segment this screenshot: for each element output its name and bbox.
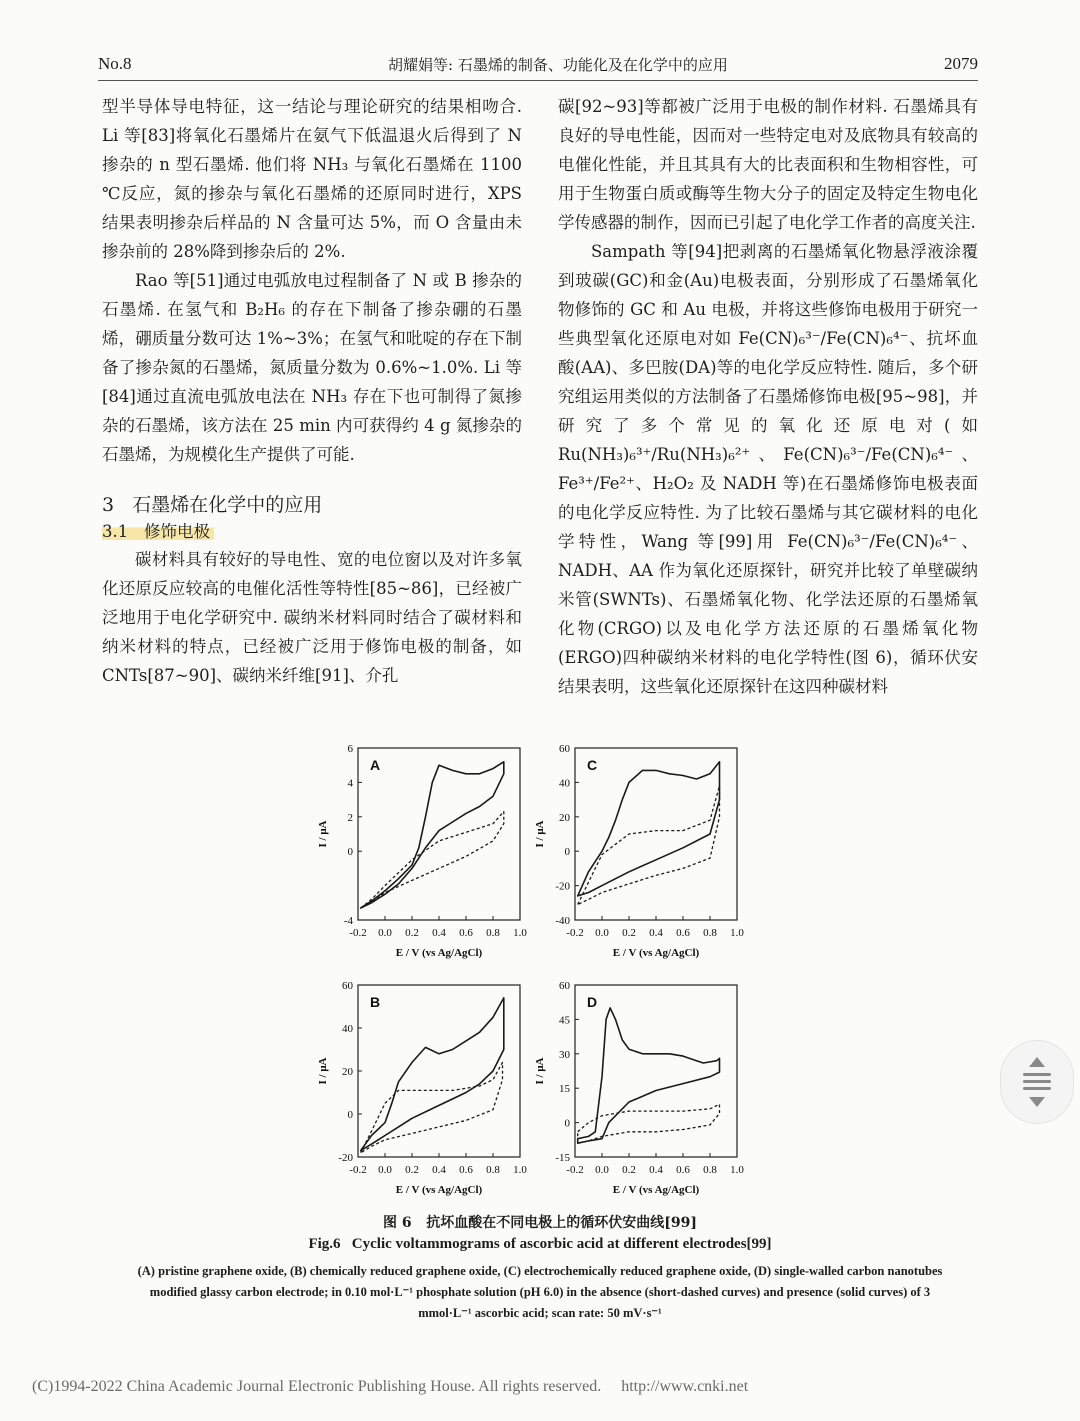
panel-d-xtick-label: 1.0 bbox=[730, 1164, 744, 1176]
panel-a-ylabel: I / μA bbox=[317, 820, 329, 848]
panel-d-xtick-label: 0.8 bbox=[703, 1164, 717, 1176]
panel-c-ytick-label: 40 bbox=[559, 777, 570, 790]
panel-a-xtick-label: 0.8 bbox=[486, 927, 500, 939]
panel-a-xtick-label: 1.0 bbox=[513, 927, 527, 939]
panel-d-ytick-label: 0 bbox=[564, 1117, 570, 1130]
panel-c-xlabel: E / V (vs Ag/AgCl) bbox=[612, 947, 700, 959]
page-header bbox=[98, 52, 978, 80]
panel-b-solid-curve bbox=[361, 998, 504, 1151]
panel-b-ytick-label: 40 bbox=[342, 1023, 353, 1035]
panel-b-xtick-label: 0.0 bbox=[378, 1164, 392, 1176]
panel-b-xtick-label: 0.6 bbox=[459, 1164, 473, 1176]
panel-c-xtick-label: -0.2 bbox=[566, 927, 584, 939]
header-rule bbox=[98, 80, 978, 81]
left-paragraph-3: 碳材料具有较好的导电性、宽的电位窗以及对许多氧化还原反应较高的电催化活性等特性[85~86]，已经被广泛地用于电化学研究中. 碳纳米材料同时结合了碳材料和纳米材料的特点，已经被广泛用于修饰电极的制备，如 CNTs[87~90]、碳纳米纤维[91]、介孔 bbox=[102, 550, 522, 685]
left-paragraph-1: 型半导体导电特征，这一结论与理论研究的结果相吻合. Li 等[83]将氧化石墨烯片在氨气下低温退火后得到了 N 掺杂的 n 型石墨烯. 他们将 NH₃ 与氧化石墨烯在 1100 ℃反应，氮的掺杂与氧化石墨烯的还原同时进行，XPS 结果表明掺杂后样品的 N 含量可达 5%，而 O 含量由未掺杂前的 28%降到掺杂后的 2%. bbox=[102, 97, 522, 261]
panel-b-ytick-label: -20 bbox=[338, 1152, 353, 1164]
panel-d-xlabel: E / V (vs Ag/AgCl) bbox=[612, 1184, 700, 1196]
panel-b-xtick-label: 1.0 bbox=[513, 1164, 527, 1176]
cv-figure-svg bbox=[300, 740, 800, 1210]
panel-c-xtick-label: 0.6 bbox=[676, 927, 690, 939]
running-title: 胡耀娟等: 石墨烯的制备、功能化及在化学中的应用 bbox=[388, 56, 728, 74]
panel-d-label: D bbox=[587, 994, 598, 1010]
panel-b-xlabel: E / V (vs Ag/AgCl) bbox=[395, 1184, 483, 1196]
panel-a-ytick-label: 4 bbox=[347, 777, 353, 790]
page-number: 2079 bbox=[944, 54, 978, 73]
panel-b-xtick-label: 0.8 bbox=[486, 1164, 500, 1176]
panel-a-ytick-label: -4 bbox=[343, 915, 353, 927]
panel-a-xtick-label: -0.2 bbox=[349, 927, 367, 939]
section-title: 3 石墨烯在化学中的应用 bbox=[102, 494, 323, 516]
panel-a-xlabel: E / V (vs Ag/AgCl) bbox=[395, 947, 483, 959]
panel-c-xtick-label: 0.0 bbox=[595, 927, 609, 939]
panel-a-xtick-label: 0.4 bbox=[432, 927, 446, 939]
panel-c-ylabel: I / μA bbox=[534, 820, 546, 848]
panel-b-frame bbox=[358, 985, 520, 1157]
panel-c-ytick-label: 20 bbox=[559, 811, 570, 824]
panel-b-ytick-label: 0 bbox=[347, 1109, 353, 1121]
panel-d-ytick-label: -15 bbox=[555, 1152, 570, 1164]
copyright-footer: (C)1994-2022 China Academic Journal Electronic Publishing House. All rights reserved. http://www.cnki.net bbox=[32, 1378, 749, 1395]
panel-a-label: A bbox=[370, 757, 381, 773]
right-paragraph-1: 碳[92~93]等都被广泛用于电极的制作材料. 石墨烯具有良好的导电性能，因而对一些特定电对及底物具有较高的电催化性能，并且其具有大的比表面积和生物相容性，可用于生物蛋白质或酶等生物大分子的固定及特定生物电化学传感器的制作，因而已引起了电化学工作者的高度关注. bbox=[558, 97, 978, 232]
panel-d-xtick-label: 0.6 bbox=[676, 1164, 690, 1176]
panel-d-solid-curve bbox=[578, 1008, 720, 1143]
figure-caption-en: Fig.6 Cyclic voltammograms of ascorbic acid at different electrodes[99] bbox=[308, 1236, 772, 1252]
issue-number: No.8 bbox=[98, 54, 132, 73]
panel-c-ytick-label: -40 bbox=[555, 915, 570, 927]
panel-d-xtick-label: -0.2 bbox=[566, 1164, 584, 1176]
panel-b-xtick-label: -0.2 bbox=[349, 1164, 367, 1176]
subsection-title bbox=[102, 519, 522, 545]
panel-a-ytick-label: 6 bbox=[347, 743, 353, 755]
panel-c-xtick-label: 1.0 bbox=[730, 927, 744, 939]
panel-b-label: B bbox=[370, 994, 381, 1010]
panel-d-dashed-curve bbox=[578, 1104, 720, 1143]
panel-b-xtick-label: 0.4 bbox=[432, 1164, 446, 1176]
panel-c-ytick-label: 60 bbox=[559, 743, 570, 755]
right-paragraph-2: Sampath 等[94]把剥离的石墨烯氧化物悬浮液涂覆到玻碳(GC)和金(Au)电极表面，分别形成了石墨烯氧化物修饰的 GC 和 Au 电极，并将这些修饰电极用于研究一些典型氧化还原电对如 Fe(CN)₆³⁻/Fe(CN)₆⁴⁻、抗坏血酸(AA)、多巴胺(DA)等的电化学反应特性. 随后，多个研究组运用类似的方法制备了石墨烯修饰电极[95~98]，并研究了多个常见的氧化还原电对(如 Ru(NH₃)₆³⁺/Ru(NH₃)₆²⁺、Fe(CN)₆³⁻/Fe(CN)₆⁴⁻、Fe³⁺/Fe²⁺、H₂O₂ 及 NADH 等)在石墨烯修饰电极表面的电化学反应特性. 为了比较石墨烯与其它碳材料的电化学特性，Wang 等[99]用 Fe(CN)₆³⁻/Fe(CN)₆⁴⁻、NADH、AA 作为氧化还原探针，研究并比较了单壁碳纳米管(SWNTs)、石墨烯氧化物、化学法还原的石墨烯氧化物(CRGO)以及电化学方法还原的石墨烯氧化物(ERGO)四种碳纳米材料的电化学特性(图 6)，循环伏安结果表明，这些氧化还原探针在这四种碳材料 bbox=[558, 242, 978, 696]
panel-d-xtick-label: 0.0 bbox=[595, 1164, 609, 1176]
panel-d-ytick-label: 60 bbox=[559, 980, 570, 992]
panel-a-xtick-label: 0.6 bbox=[459, 927, 473, 939]
panel-b-xtick-label: 0.2 bbox=[405, 1164, 419, 1176]
left-column bbox=[102, 92, 522, 690]
figure-caption-note: (A) pristine graphene oxide, (B) chemically reduced graphene oxide, (C) electrochemically reduced graphene oxide, (D) single-walled carbon nanotubes modified glassy carbon electrode; in 0.10 mol·L⁻¹ phosphate solution (pH 6.0) in the absence (short-dashed curves) and presence (solid curves) of 3 mmol·L⁻¹ ascorbic acid; scan rate: 50 mV·s⁻¹ bbox=[137, 1264, 943, 1320]
subsection-title-text: 3.1 修饰电极 bbox=[102, 522, 214, 541]
left-paragraph-2: Rao 等[51]通过电弧放电过程制备了 N 或 B 掺杂的石墨烯. 在氢气和 B₂H₆ 的存在下制备了掺杂硼的石墨烯，硼质量分数可达 1%~3%；在氢气和吡啶的存在下制备了掺杂氮的石墨烯，氮质量分数为 0.6%~1.0%. Li 等[84]通过直流电弧放电法在 NH₃ 存在下也可制得了氮掺杂的石墨烯，该方法在 25 min 内可获得约 4 g 氮掺杂的石墨烯，为规模化生产提供了可能. bbox=[102, 271, 522, 464]
panel-c-solid-curve bbox=[578, 762, 720, 896]
panel-c-label: C bbox=[587, 757, 598, 773]
panel-d-ytick-label: 15 bbox=[559, 1083, 570, 1096]
panel-d-xtick-label: 0.2 bbox=[622, 1164, 636, 1176]
panel-a-ytick-label: 0 bbox=[347, 846, 353, 859]
panel-a-ytick-label: 2 bbox=[347, 811, 353, 824]
panel-a-xtick-label: 0.0 bbox=[378, 927, 392, 939]
right-column bbox=[558, 92, 978, 701]
panel-d-ytick-label: 30 bbox=[559, 1048, 570, 1061]
panel-c-xtick-label: 0.4 bbox=[649, 927, 663, 939]
panel-d-xtick-label: 0.4 bbox=[649, 1164, 663, 1176]
panel-c-xtick-label: 0.8 bbox=[703, 927, 717, 939]
scroll-widget[interactable] bbox=[1000, 1040, 1074, 1124]
panel-b-ytick-label: 60 bbox=[342, 980, 353, 992]
panel-a-solid-curve bbox=[361, 762, 504, 908]
panel-b-ylabel: I / μA bbox=[317, 1057, 329, 1085]
panel-d-ytick-label: 45 bbox=[559, 1014, 570, 1027]
panel-c-xtick-label: 0.2 bbox=[622, 927, 636, 939]
figure-6 bbox=[300, 740, 800, 1210]
panel-b-ytick-label: 20 bbox=[342, 1066, 353, 1078]
panel-c-ytick-label: 0 bbox=[564, 846, 570, 859]
panel-d-ylabel: I / μA bbox=[534, 1057, 546, 1085]
panel-b-dashed-curve bbox=[361, 1062, 503, 1152]
panel-c-ytick-label: -20 bbox=[555, 880, 570, 893]
figure-caption-cn: 图 6 抗坏血酸在不同电极上的循环伏安曲线[99] bbox=[383, 1215, 697, 1231]
scroll-arrows-icon[interactable] bbox=[1019, 1055, 1055, 1109]
panel-a-xtick-label: 0.2 bbox=[405, 927, 419, 939]
panel-a-dashed-curve bbox=[361, 812, 504, 908]
